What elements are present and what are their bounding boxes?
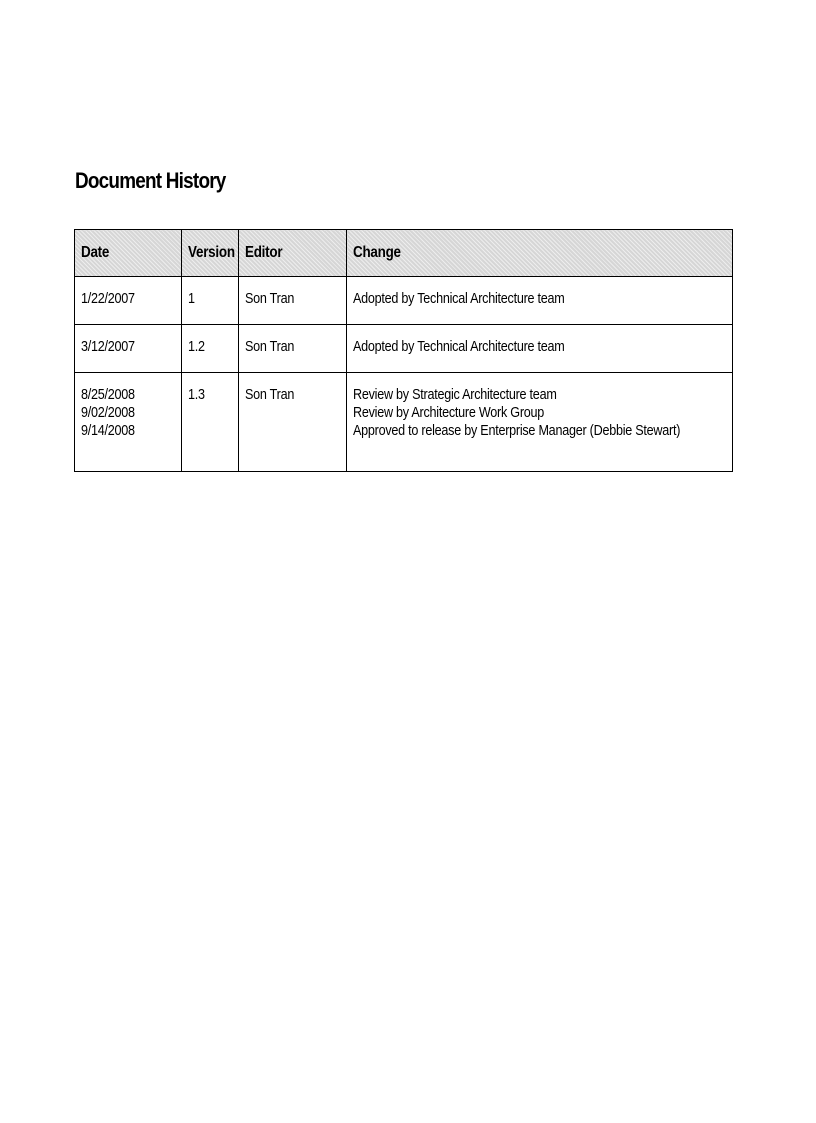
page-title: Document History	[75, 168, 226, 193]
column-header-change: Change	[347, 230, 733, 277]
version-cell: 1.3	[182, 373, 239, 472]
editor-cell: Son Tran	[239, 325, 347, 373]
table-row	[75, 373, 733, 472]
version-cell: 1.2	[182, 325, 239, 373]
column-header-editor: Editor	[239, 230, 347, 277]
table-header-row	[75, 230, 733, 277]
date-cell: 8/25/2008 9/02/2008 9/14/2008	[75, 373, 182, 472]
change-cell: Adopted by Technical Architecture team	[347, 325, 733, 373]
column-header-date: Date	[75, 230, 182, 277]
table-row	[75, 325, 733, 373]
editor-cell: Son Tran	[239, 373, 347, 472]
document-history-table	[74, 229, 733, 472]
date-cell: 3/12/2007	[75, 325, 182, 373]
change-cell: Adopted by Technical Architecture team	[347, 277, 733, 325]
column-header-version: Version	[182, 230, 239, 277]
table-row	[75, 277, 733, 325]
change-cell: Review by Strategic Architecture team Review by Architecture Work Group Approved to release by Enterprise Manager (Debbie Stewart)	[347, 373, 733, 472]
editor-cell: Son Tran	[239, 277, 347, 325]
date-cell: 1/22/2007	[75, 277, 182, 325]
version-cell: 1	[182, 277, 239, 325]
